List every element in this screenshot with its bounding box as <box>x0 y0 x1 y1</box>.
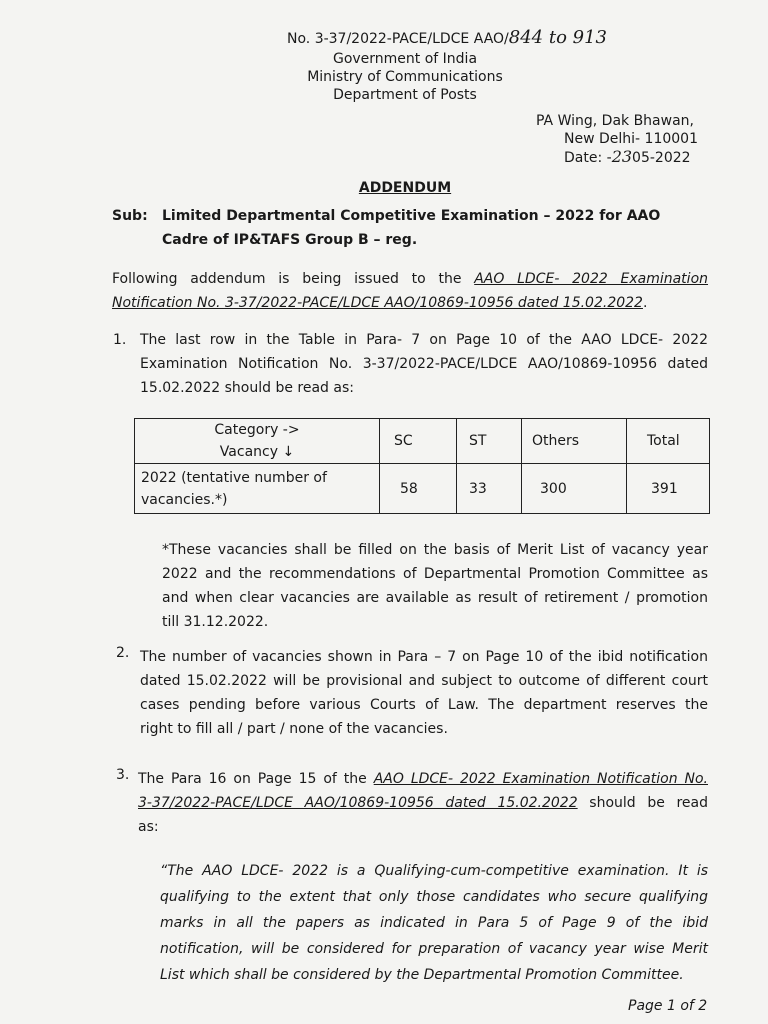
reference-handwritten: 844 to 913 <box>508 27 607 48</box>
quote-line-4: notification, will be considered for preparation of vacancy year wise Merit <box>160 941 708 957</box>
point-3-notification-link-1: AAO LDCE- 2022 Examination Notification No. <box>373 771 708 787</box>
table-row <box>135 464 710 514</box>
footnote-line-1: *These vacancies shall be filled on the basis of Merit List of vacancy year <box>162 542 708 558</box>
quote-line-5: List which shall be considered by the Departmental Promotion Committee. <box>160 967 684 983</box>
reference-printed: No. 3-37/2022-PACE/LDCE AAO/ <box>287 31 509 47</box>
others-header: Others <box>522 419 627 464</box>
point-1-line-3: 15.02.2022 should be read as: <box>140 380 354 396</box>
total-value: 391 <box>627 464 710 514</box>
page-number: Page 1 of 2 <box>628 998 708 1014</box>
point-3-line-3: as: <box>138 819 159 835</box>
letterhead <box>270 50 540 104</box>
intro-prefix: Following addendum is being issued to the <box>112 271 462 287</box>
reference-number <box>287 26 607 51</box>
category-header-line-1: Category -> <box>214 422 300 438</box>
subject-line-2: Cadre of IP&TAFS Group B – reg. <box>162 232 418 248</box>
others-value: 300 <box>522 464 627 514</box>
footnote <box>162 538 708 634</box>
st-value: 33 <box>457 464 522 514</box>
intro-notification-link-2: Notification No. 3-37/2022-PACE/LDCE AAO/10869-10956 dated 15.02.2022 <box>112 295 643 311</box>
subject-line-1: Limited Departmental Competitive Examination – 2022 for AAO <box>162 208 661 224</box>
point-3-suffix: should be read <box>589 795 708 811</box>
footnote-line-2: 2022 and the recommendations of Departmental Promotion Committee as <box>162 566 708 582</box>
point-2-text <box>140 645 708 741</box>
point-3-text <box>138 767 708 839</box>
date-line <box>536 148 736 167</box>
row-label-line-1: 2022 (tentative number of <box>141 469 327 486</box>
government-line: Government of India <box>332 51 478 67</box>
intro-paragraph <box>112 267 708 315</box>
intro-notification-link-1: AAO LDCE- 2022 Examination <box>474 271 709 287</box>
date-rest: 05-2022 <box>632 150 691 166</box>
table-header-row <box>135 419 710 464</box>
sc-value: 58 <box>380 464 457 514</box>
quote-line-2: qualifying to the extent that only those candidates who secure qualifying <box>160 889 708 905</box>
category-header-line-2: Vacancy ↓ <box>219 444 295 460</box>
date-label: Date: - <box>564 150 612 166</box>
footnote-line-3: and when clear vacancies are available as result of retirement / promotion <box>162 590 708 606</box>
footnote-line-4: till 31.12.2022. <box>162 614 269 630</box>
point-3-number: 3. <box>116 767 130 783</box>
point-1-line-2: Examination Notification No. 3-37/2022-PACE/LDCE AAO/10869-10956 dated <box>140 356 708 372</box>
point-2-line-1: The number of vacancies shown in Para – 7 on Page 10 of the ibid notification <box>140 649 708 665</box>
point-1-number: 1. <box>113 332 127 348</box>
quote-line-3: marks in all the papers as indicated in Para 5 of Page 9 of the ibid <box>160 915 708 931</box>
point-2-line-3: cases pending before various Courts of Law. The department reserves the <box>140 697 708 713</box>
row-label-cell <box>135 464 380 514</box>
address-block <box>536 112 736 167</box>
sc-header: SC <box>380 419 457 464</box>
department-line: Department of Posts <box>333 87 477 103</box>
category-header-cell <box>135 419 380 464</box>
st-header: ST <box>457 419 522 464</box>
point-3-prefix: The Para 16 on Page 15 of the <box>138 771 367 787</box>
quote-line-1: “The AAO LDCE- 2022 is a Qualifying-cum-competitive examination. It is <box>160 863 708 879</box>
date-handwritten: 23 <box>611 147 633 166</box>
vacancy-table <box>134 418 710 514</box>
point-2-number: 2. <box>116 645 130 661</box>
document-title: ADDENDUM <box>358 180 452 196</box>
row-label-line-2: vacancies.*) <box>141 491 228 508</box>
total-header: Total <box>627 419 710 464</box>
intro-suffix: . <box>642 295 648 311</box>
subject-text <box>162 204 722 252</box>
ministry-line: Ministry of Communications <box>307 69 503 85</box>
point-2-line-4: right to fill all / part / none of the vacancies. <box>140 721 448 737</box>
point-1-line-1: The last row in the Table in Para- 7 on Page 10 of the AAO LDCE- 2022 <box>140 332 708 348</box>
address-line-1: PA Wing, Dak Bhawan, <box>536 113 694 129</box>
point-2-line-2: dated 15.02.2022 will be provisional and subject to outcome of different court <box>140 673 708 689</box>
address-line-2: New Delhi- 110001 <box>564 131 698 147</box>
subject-label: Sub: <box>112 208 148 224</box>
point-3-notification-link-2: 3-37/2022-PACE/LDCE AAO/10869-10956 dated 15.02.2022 <box>138 795 578 811</box>
point-1-text <box>140 328 708 400</box>
quoted-paragraph <box>160 858 708 988</box>
